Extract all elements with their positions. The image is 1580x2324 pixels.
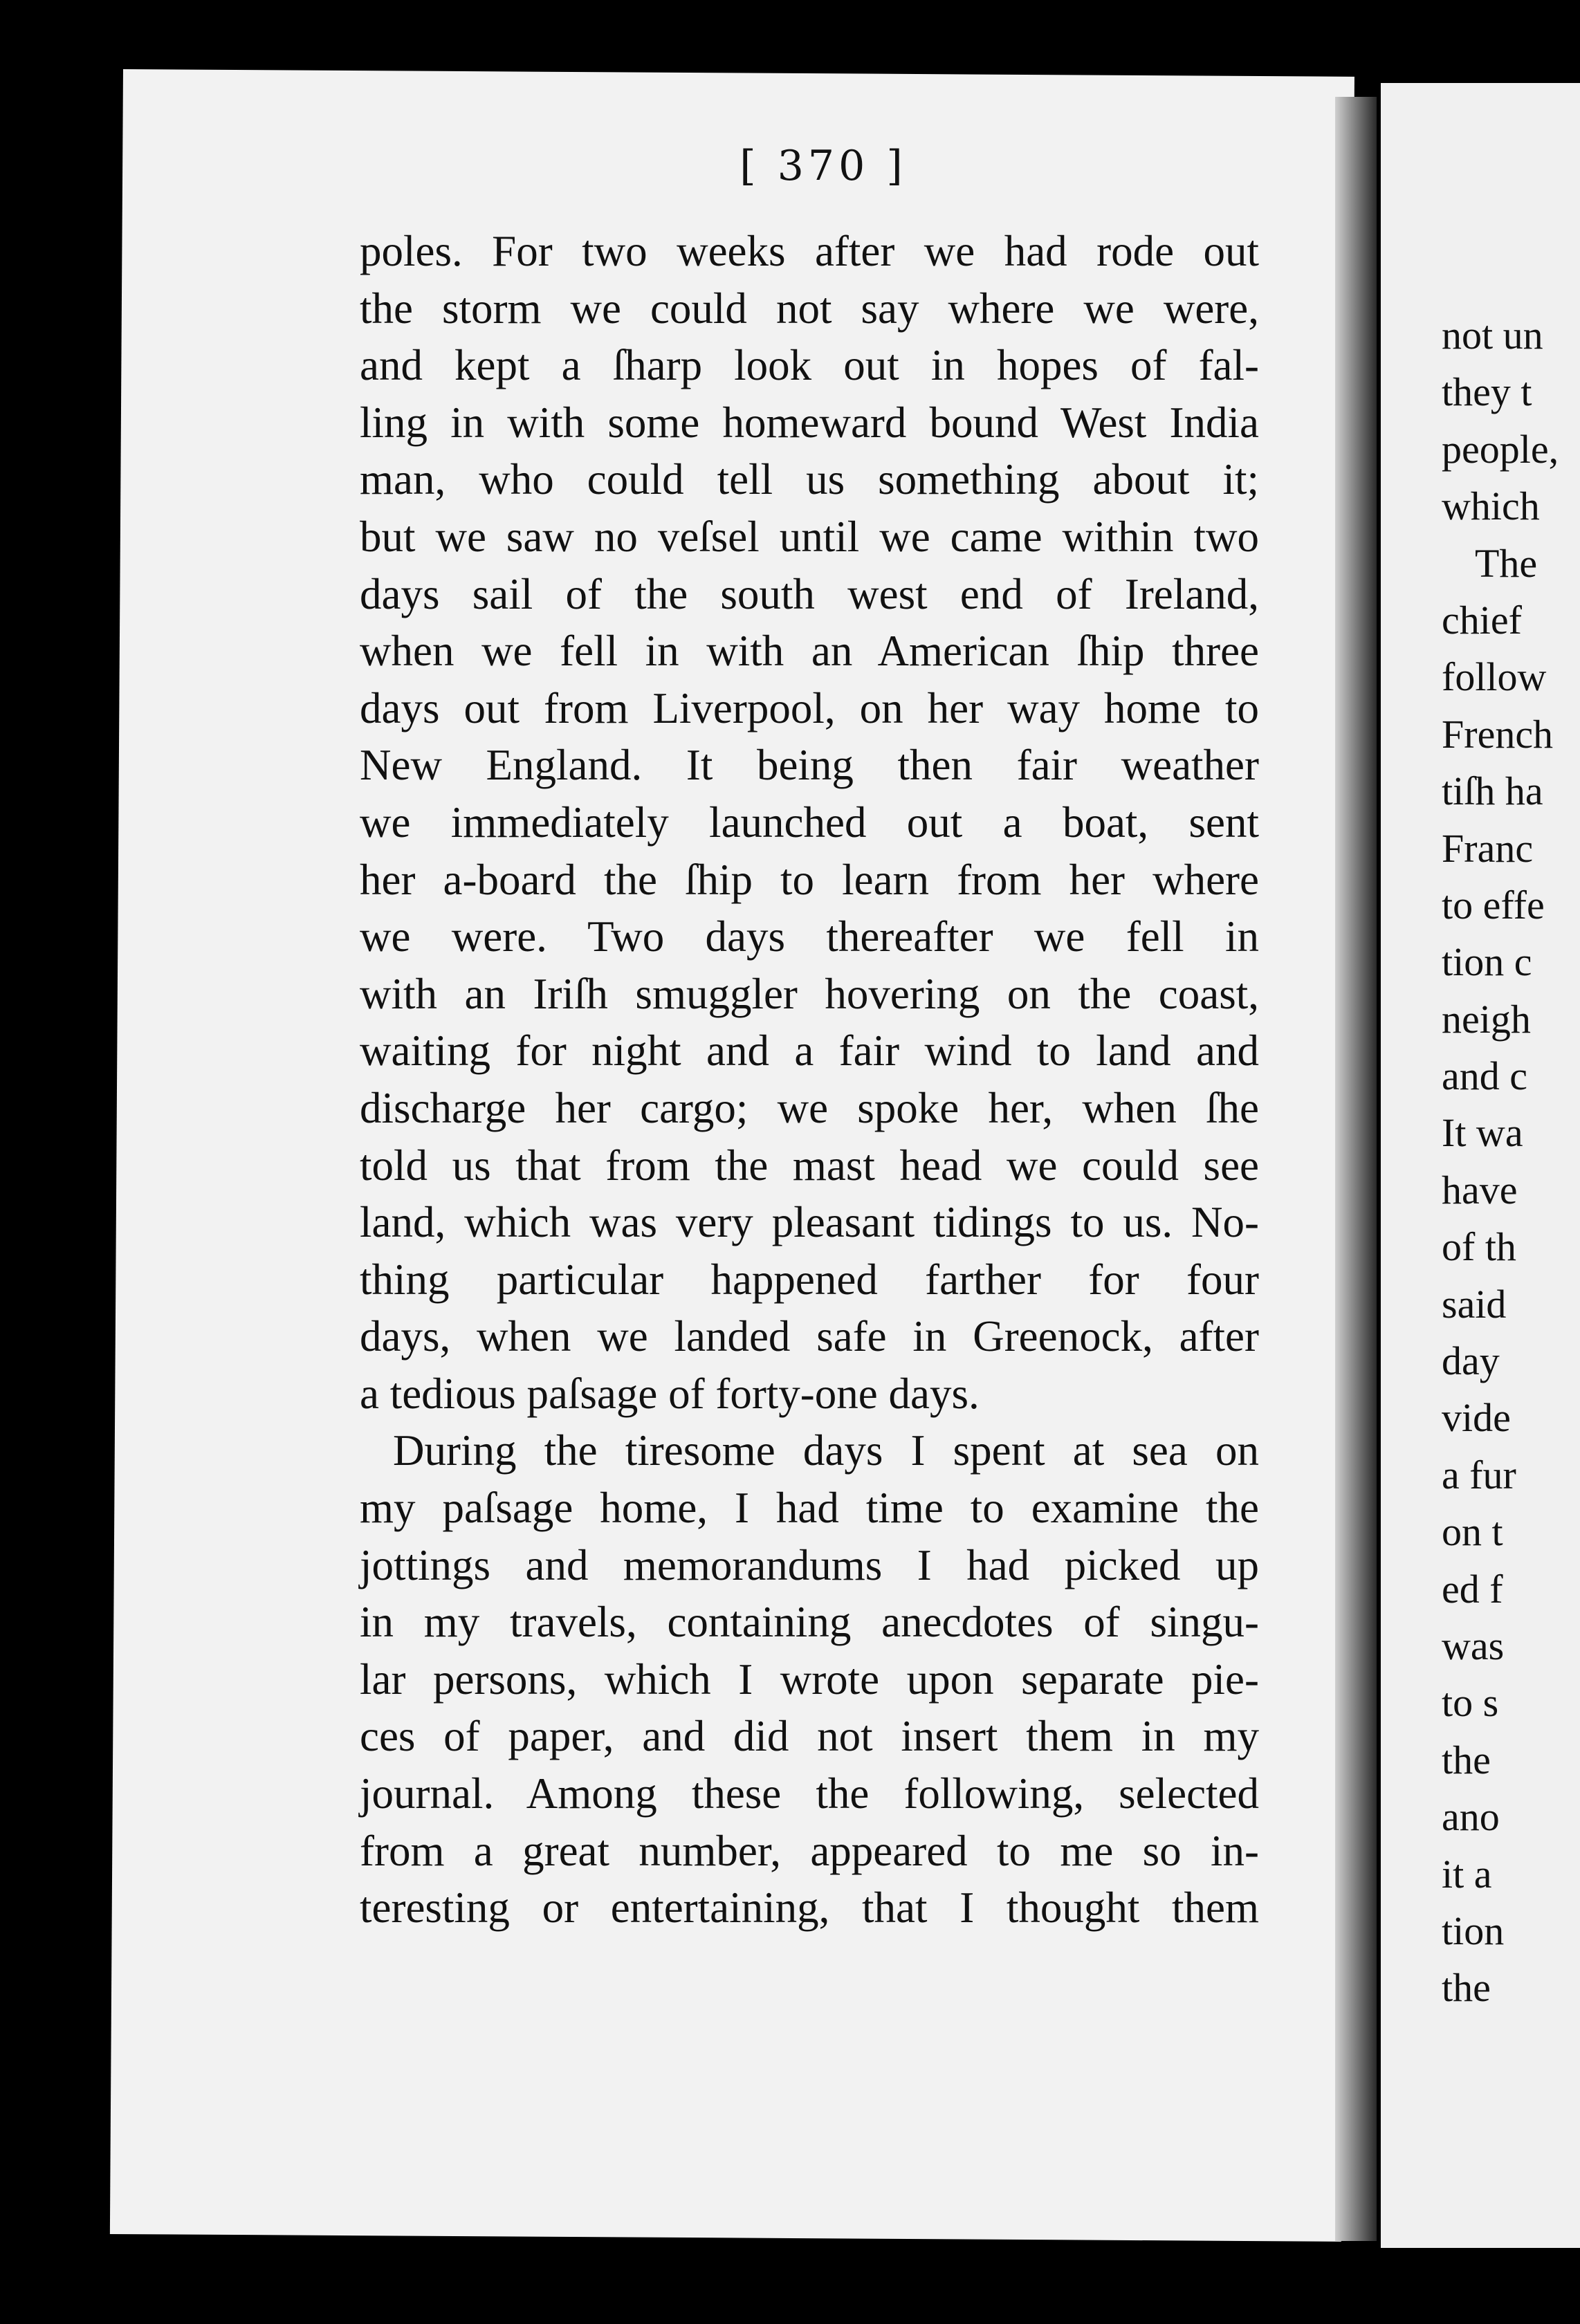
text-line: poles. For two weeks after we had rode out bbox=[360, 227, 1259, 275]
text-line: her a-board the ſhip to learn from her where bbox=[360, 855, 1259, 904]
text-line: ed f bbox=[1442, 1566, 1503, 1612]
text-line: and c bbox=[1442, 1053, 1527, 1099]
text-line: we immediately launched out a boat, sent bbox=[360, 797, 1259, 847]
text-line: ling in with some homeward bound West India bbox=[360, 398, 1259, 447]
text-line: was bbox=[1442, 1623, 1505, 1668]
paragraph-start-line: The bbox=[1475, 540, 1538, 586]
text-line: thing particular happened farther for four bbox=[360, 1255, 1259, 1304]
book-gutter bbox=[1335, 97, 1377, 2241]
text-line: French bbox=[1442, 711, 1554, 757]
text-line: waiting for night and a fair wind to land and bbox=[360, 1026, 1259, 1076]
text-line: It wa bbox=[1442, 1110, 1523, 1156]
text-line: my paſsage home, I had time to examine the bbox=[360, 1484, 1259, 1533]
text-line: days out from Liverpool, on her way home to bbox=[360, 683, 1259, 732]
text-line: on t bbox=[1442, 1509, 1503, 1555]
text-line: to effe bbox=[1442, 882, 1545, 928]
text-line: from a great number, appeared to me so in- bbox=[360, 1826, 1259, 1875]
text-line: people, bbox=[1442, 426, 1559, 472]
text-line: told us that from the mast head we could see bbox=[360, 1141, 1259, 1190]
text-line: we were. Two days thereafter we fell in bbox=[360, 912, 1259, 961]
paragraph-start-line: During the tiresome days I spent at sea on bbox=[393, 1426, 1259, 1475]
text-line: land, which was very pleasant tidings to us. No- bbox=[360, 1198, 1259, 1247]
text-line: not un bbox=[1442, 313, 1543, 358]
text-line: it a bbox=[1442, 1851, 1492, 1897]
text-line: to s bbox=[1442, 1680, 1499, 1726]
text-line: in my travels, containing anecdotes of singu- bbox=[360, 1598, 1259, 1647]
text-line: days, when we landed safe in Greenock, after bbox=[360, 1312, 1259, 1361]
text-line: tion c bbox=[1442, 939, 1532, 985]
text-line: jottings and memorandums I had picked up bbox=[360, 1540, 1259, 1589]
text-line: and kept a ſharp look out in hopes of fal- bbox=[360, 341, 1259, 390]
page-number: [ 370 ] bbox=[740, 142, 907, 190]
text-line: the bbox=[1442, 1737, 1491, 1782]
text-line: the storm we could not say where we were, bbox=[360, 284, 1259, 333]
text-line: days sail of the south west end of Ireland, bbox=[360, 569, 1259, 618]
text-line: day bbox=[1442, 1338, 1500, 1384]
text-line: said bbox=[1442, 1281, 1507, 1327]
text-line: when we fell in with an American ſhip three bbox=[360, 627, 1259, 676]
text-line: vide bbox=[1442, 1395, 1511, 1441]
text-line: chief bbox=[1442, 597, 1522, 643]
text-line: lar persons, which I wrote upon separate pie- bbox=[360, 1654, 1259, 1704]
text-line: a fur bbox=[1442, 1452, 1516, 1497]
text-line: ano bbox=[1442, 1794, 1500, 1840]
text-line: a tedious paſsage of forty-one days. bbox=[360, 1369, 980, 1418]
text-line: New England. It being then fair weather bbox=[360, 741, 1259, 790]
text-line: tion bbox=[1442, 1908, 1505, 1953]
text-line: journal. Among these the following, selected bbox=[360, 1769, 1259, 1818]
text-line: ces of paper, and did not insert them in my bbox=[360, 1712, 1259, 1761]
text-line: but we saw no veſsel until we came within two bbox=[360, 512, 1259, 561]
text-line: Franc bbox=[1442, 825, 1534, 871]
text-line: with an Iriſh smuggler hovering on the coast, bbox=[360, 969, 1259, 1018]
text-line: tiſh ha bbox=[1442, 768, 1543, 814]
text-line: have bbox=[1442, 1167, 1518, 1212]
text-line: which bbox=[1442, 483, 1540, 529]
text-line: man, who could tell us something about it; bbox=[360, 455, 1259, 504]
text-line: they t bbox=[1442, 369, 1532, 415]
text-line: the bbox=[1442, 1965, 1491, 2011]
right-page-partial-text bbox=[1442, 307, 1580, 2017]
text-line: follow bbox=[1442, 654, 1547, 700]
left-page-body-text bbox=[360, 223, 1259, 1937]
text-line: of th bbox=[1442, 1224, 1516, 1270]
text-line: teresting or entertaining, that I thought them bbox=[360, 1883, 1259, 1933]
text-line: neigh bbox=[1442, 996, 1531, 1042]
text-line: discharge her cargo; we spoke her, when ſhe bbox=[360, 1083, 1259, 1132]
